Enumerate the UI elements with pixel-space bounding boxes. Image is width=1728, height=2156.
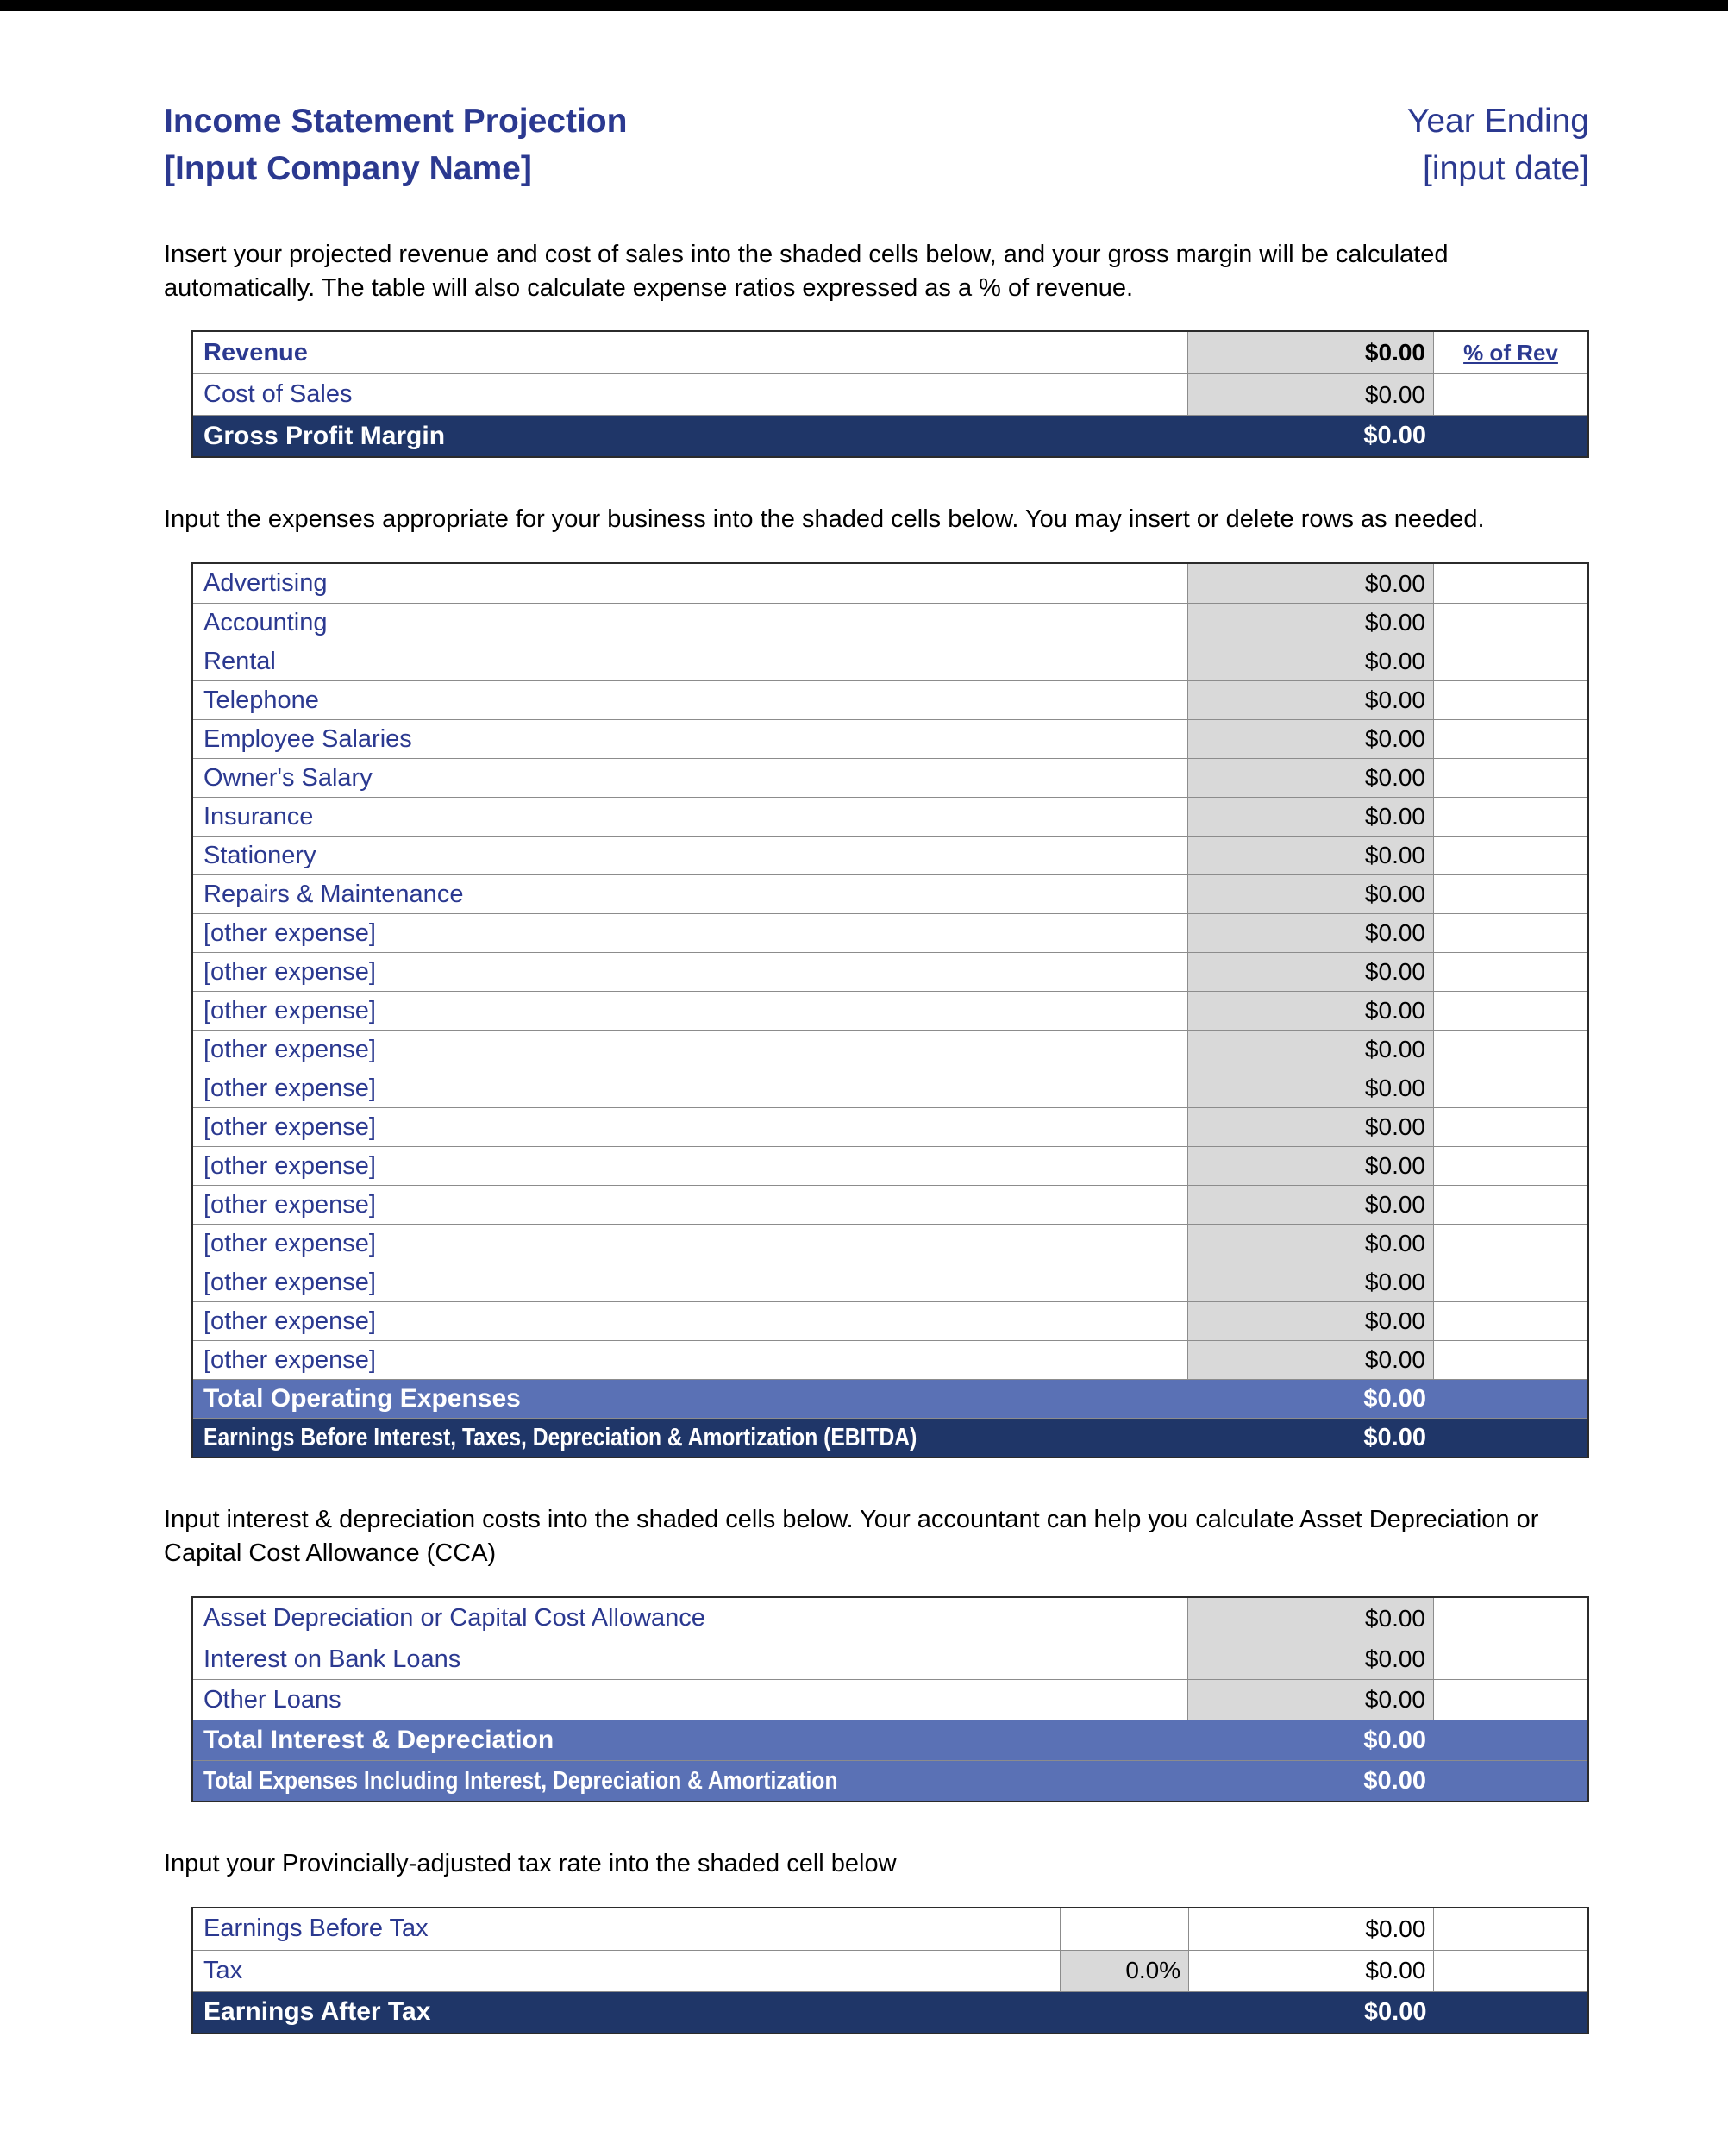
empty-cell [1434, 604, 1587, 642]
expense-input-cell[interactable]: $0.00 [1188, 564, 1434, 603]
expense-input-cell[interactable]: $0.00 [1188, 798, 1434, 836]
expense-table [191, 562, 1589, 1458]
title-block [164, 97, 627, 193]
company-name: [Input Company Name] [164, 150, 532, 188]
interest-input-cell[interactable]: $0.00 [1188, 1639, 1434, 1679]
tax-note: Input your Provincially-adjusted tax rate into the shaded cell below [164, 1850, 897, 1878]
expense-input-cell[interactable]: $0.00 [1188, 875, 1434, 913]
total-expenses-row [193, 1760, 1587, 1801]
page [0, 97, 1728, 2034]
expense-row [193, 642, 1587, 680]
expense-row [193, 1185, 1587, 1224]
year-ending-block [1407, 97, 1589, 193]
expense-row [193, 952, 1587, 991]
interest-row [193, 1598, 1587, 1639]
empty-cell [1434, 1031, 1587, 1069]
expense-row [193, 719, 1587, 758]
expense-row [193, 1263, 1587, 1301]
value-cell: $0.00 [1189, 1908, 1434, 1950]
interest-note: Input interest & depreciation costs into the shaded cells below. Your accountant can help you calculate Asset Depreciation or Capital Cost Allowance (CCA) [164, 1506, 1539, 1568]
expense-row [193, 1030, 1587, 1069]
empty-cell [1434, 1225, 1587, 1263]
expense-row [193, 1340, 1587, 1379]
row-label: [other expense] [193, 1225, 1188, 1263]
empty-rate-cell [1061, 1992, 1190, 2033]
expense-input-cell[interactable]: $0.00 [1188, 642, 1434, 680]
tax-table [191, 1907, 1589, 2034]
expense-input-cell[interactable]: $0.00 [1188, 1108, 1434, 1146]
row-label: Earnings After Tax [203, 1997, 431, 2027]
interest-row [193, 1679, 1587, 1720]
expense-input-cell[interactable]: $0.00 [1188, 1341, 1434, 1379]
empty-cell [1434, 1908, 1587, 1950]
expenses-note: Input the expenses appropriate for your business into the shaded cells below. You may insert or delete rows as needed. [164, 505, 1485, 534]
row-label: Telephone [193, 681, 1188, 719]
expense-input-cell[interactable]: $0.00 [1188, 1031, 1434, 1069]
empty-cell [1434, 416, 1587, 456]
revenue-input-cell[interactable]: $0.00 [1188, 332, 1434, 373]
row-label: Advertising [193, 564, 1188, 603]
expense-input-cell[interactable]: $0.00 [1188, 953, 1434, 991]
empty-cell [1434, 759, 1587, 797]
expense-input-cell[interactable]: $0.00 [1188, 1186, 1434, 1224]
empty-cell [1434, 837, 1587, 874]
empty-cell [1434, 642, 1587, 680]
empty-cell [1434, 1147, 1587, 1185]
empty-cell [1434, 1639, 1587, 1679]
expense-input-cell[interactable]: $0.00 [1188, 837, 1434, 874]
empty-cell [1434, 1069, 1587, 1107]
empty-cell [1434, 720, 1587, 758]
total-interest-depreciation-row [193, 1720, 1587, 1760]
page-header [164, 97, 1589, 193]
expense-input-cell[interactable]: $0.00 [1188, 1069, 1434, 1107]
expense-input-cell[interactable]: $0.00 [1188, 759, 1434, 797]
expense-input-cell[interactable]: $0.00 [1188, 914, 1434, 952]
cost-of-sales-input-cell[interactable]: $0.00 [1188, 374, 1434, 415]
year-ending-label: Year Ending [1406, 103, 1589, 140]
row-label: [other expense] [193, 1069, 1188, 1107]
top-bar [0, 0, 1728, 11]
ebitda-row [193, 1418, 1587, 1457]
ebitda-label: Earnings Before Interest, Taxes, Depreciation & Amortization (EBITDA) [203, 1423, 917, 1451]
empty-cell [1434, 1761, 1587, 1801]
value-cell: $0.00 [1363, 1423, 1426, 1451]
year-ending-date: [input date] [1423, 150, 1589, 188]
empty-cell [1434, 875, 1587, 913]
expense-row [193, 1301, 1587, 1340]
row-label: [other expense] [193, 1341, 1188, 1379]
expense-row [193, 1069, 1587, 1107]
earnings-after-tax-row [193, 1991, 1587, 2033]
row-label: [other expense] [193, 1108, 1188, 1146]
row-label: Revenue [193, 332, 1188, 373]
earnings-before-tax-row [193, 1908, 1587, 1950]
row-label: Gross Profit Margin [203, 421, 446, 450]
empty-cell [1434, 1598, 1587, 1639]
value-cell: $0.00 [1363, 422, 1426, 450]
row-label: Total Interest & Depreciation [203, 1726, 554, 1755]
interest-input-cell[interactable]: $0.00 [1188, 1598, 1434, 1639]
empty-cell [1434, 1419, 1587, 1457]
expense-row [193, 874, 1587, 913]
row-label: Insurance [193, 798, 1188, 836]
empty-cell [1434, 374, 1587, 415]
value-cell: $0.00 [1363, 1726, 1426, 1754]
row-label: [other expense] [193, 1147, 1188, 1185]
total-operating-expenses-row [193, 1379, 1587, 1418]
empty-cell [1434, 1680, 1587, 1720]
empty-cell [1434, 1992, 1587, 2033]
row-label: [other expense] [193, 953, 1188, 991]
row-label: [other expense] [193, 914, 1188, 952]
empty-cell [1434, 1951, 1587, 1991]
row-label: Other Loans [193, 1680, 1188, 1720]
cost-of-sales-row [193, 373, 1587, 415]
empty-cell [1434, 681, 1587, 719]
empty-cell [1434, 992, 1587, 1030]
expense-input-cell[interactable]: $0.00 [1188, 1302, 1434, 1340]
interest-row [193, 1639, 1587, 1679]
empty-rate-cell [1061, 1908, 1190, 1950]
row-label [193, 1419, 1188, 1457]
row-label: [other expense] [193, 1031, 1188, 1069]
row-label: [other expense] [193, 992, 1188, 1030]
tax-row [193, 1950, 1587, 1991]
expense-input-cell[interactable]: $0.00 [1188, 1225, 1434, 1263]
row-label: Tax [193, 1951, 1061, 1991]
expense-input-cell[interactable]: $0.00 [1188, 720, 1434, 758]
pct-of-rev-header: % of Rev [1463, 339, 1558, 366]
row-label: Repairs & Maintenance [193, 875, 1188, 913]
value-cell: $0.00 [1363, 1997, 1427, 2026]
empty-cell [1434, 564, 1587, 603]
expense-row [193, 1107, 1587, 1146]
empty-cell [1434, 1341, 1587, 1379]
empty-cell [1434, 1186, 1587, 1224]
expense-row [193, 680, 1587, 719]
expense-row [193, 991, 1587, 1030]
row-label: Total Operating Expenses [203, 1384, 521, 1413]
gross-profit-margin-row [193, 415, 1587, 456]
row-label: [other expense] [193, 1302, 1188, 1340]
revenue-note: Insert your projected revenue and cost of sales into the shaded cells below, and your gross margin will be calculated automatically. The table will also calculate expense ratios expressed as a % of revenue. [164, 240, 1449, 302]
revenue-table [191, 330, 1589, 458]
value-cell: $0.00 [1363, 1384, 1426, 1413]
empty-cell [1434, 1380, 1587, 1418]
empty-cell [1434, 1263, 1587, 1301]
expense-row [193, 913, 1587, 952]
expense-row [193, 564, 1587, 603]
row-label: Cost of Sales [193, 374, 1188, 415]
interest-table [191, 1596, 1589, 1802]
expense-input-cell[interactable]: $0.00 [1188, 681, 1434, 719]
expense-input-cell[interactable]: $0.00 [1188, 1263, 1434, 1301]
row-label: Employee Salaries [193, 720, 1188, 758]
row-label: Accounting [193, 604, 1188, 642]
row-label: Earnings Before Tax [193, 1908, 1061, 1950]
row-label [193, 1761, 1188, 1801]
expense-row [193, 797, 1587, 836]
row-label: Owner's Salary [193, 759, 1188, 797]
total-expenses-label: Total Expenses Including Interest, Depreciation & Amortization [203, 1766, 838, 1795]
expense-input-cell[interactable]: $0.00 [1188, 1147, 1434, 1185]
expense-input-cell[interactable]: $0.00 [1188, 992, 1434, 1030]
row-label: Asset Depreciation or Capital Cost Allowance [193, 1598, 1188, 1639]
empty-cell [1434, 1302, 1587, 1340]
expense-input-cell[interactable]: $0.00 [1188, 604, 1434, 642]
row-label: [other expense] [193, 1263, 1188, 1301]
row-label: [other expense] [193, 1186, 1188, 1224]
row-label: Interest on Bank Loans [193, 1639, 1188, 1679]
value-cell: $0.00 [1189, 1951, 1434, 1991]
row-label: Stationery [193, 837, 1188, 874]
empty-cell [1434, 1720, 1587, 1760]
empty-cell [1434, 914, 1587, 952]
empty-cell [1434, 1108, 1587, 1146]
empty-cell [1434, 953, 1587, 991]
empty-cell [1434, 798, 1587, 836]
revenue-row [193, 332, 1587, 373]
expense-row [193, 1146, 1587, 1185]
expense-row [193, 603, 1587, 642]
row-label: Rental [193, 642, 1188, 680]
interest-input-cell[interactable]: $0.00 [1188, 1680, 1434, 1720]
tax-rate-input-cell[interactable]: 0.0% [1061, 1951, 1190, 1991]
expense-row [193, 1224, 1587, 1263]
expense-row [193, 836, 1587, 874]
value-cell: $0.00 [1363, 1766, 1426, 1795]
expense-row [193, 758, 1587, 797]
page-title: Income Statement Projection [164, 103, 628, 140]
